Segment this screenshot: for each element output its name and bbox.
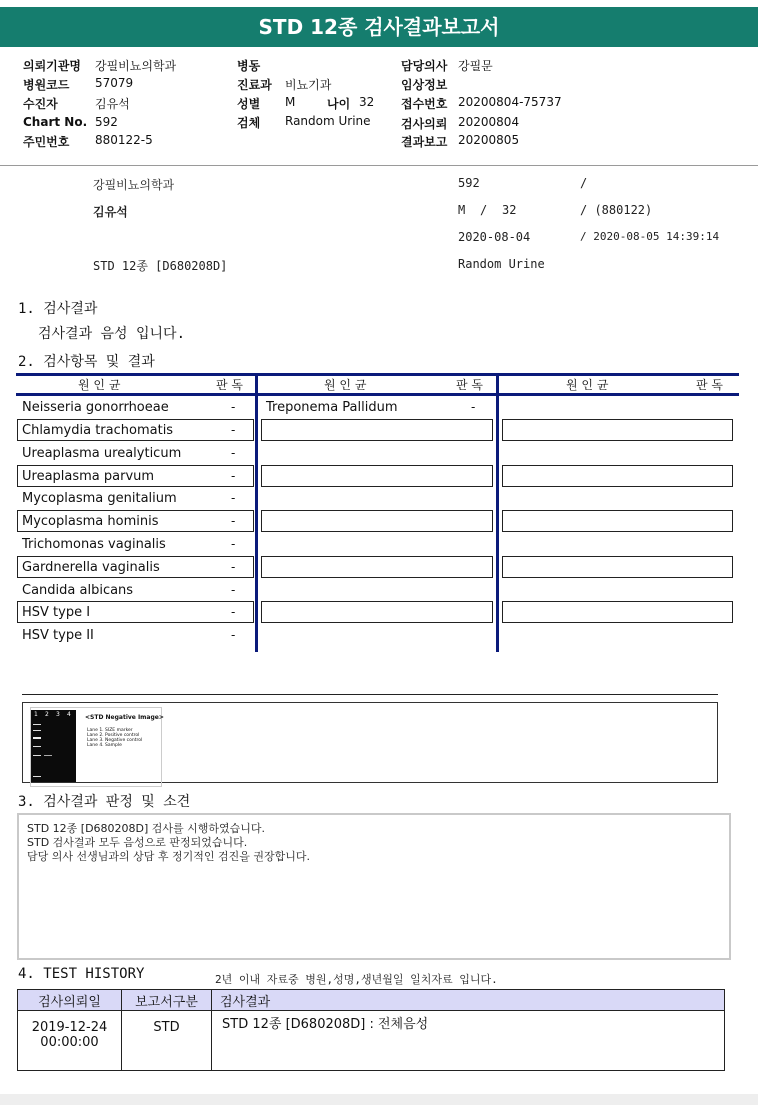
- history-header-type: 보고서구분: [122, 990, 212, 1011]
- organism-result: -: [231, 446, 236, 460]
- header-clinical: 임상정보: [401, 78, 448, 92]
- col3-header: 원 인 균: [566, 378, 609, 392]
- header-hospcode-value: 57079: [95, 76, 134, 90]
- col1-result-header: 판 독: [216, 378, 243, 392]
- organism-row: Mycoplasma genitalium: [22, 491, 177, 506]
- header-dept-value: 비뇨기과: [285, 78, 332, 92]
- col1-header: 원 인 균: [78, 378, 121, 392]
- header-rrn-value: 880122-5: [95, 133, 153, 147]
- organism-row: Chlamydia trachomatis: [22, 423, 174, 438]
- remark-line: STD 12종 [D680208D] 검사를 시행하였습니다.: [27, 822, 266, 835]
- organism-row: Ureaplasma parvum: [22, 469, 155, 484]
- header-patient: 수진자: [23, 97, 58, 111]
- header-gender-value: M: [285, 95, 296, 109]
- patient-age: 32: [502, 203, 517, 217]
- empty-row-box: [261, 419, 493, 441]
- empty-row-box: [502, 419, 733, 441]
- table-header-rule: [16, 393, 739, 396]
- organism-result: -: [231, 469, 236, 483]
- gel-legend-item: Lane 3. Negative control: [87, 738, 143, 743]
- col2-result-header: 판 독: [456, 378, 483, 392]
- header-accession: 접수번호: [401, 97, 448, 111]
- patient-birth: / (880122): [580, 203, 653, 217]
- patient-name: 김유석: [93, 205, 128, 219]
- organism-row: Gardnerella vaginalis: [22, 560, 160, 575]
- empty-row-box: [502, 601, 733, 623]
- header-request-value: 20200804: [458, 115, 520, 129]
- header-divider: [0, 165, 758, 166]
- organism-row: Candida albicans: [22, 583, 134, 598]
- section1-result-text: 검사결과 음성 입니다.: [38, 326, 186, 342]
- section2-heading: 2. 검사항목 및 결과: [18, 354, 155, 370]
- header-ward: 병동: [237, 59, 261, 73]
- gel-title: <STD Negative Image>: [85, 714, 164, 721]
- patient-hospital: 강필비뇨의학과: [93, 178, 175, 192]
- gel-electrophoresis-image: [31, 710, 76, 782]
- organism-result: -: [231, 423, 236, 437]
- history-result: STD 12종 [D680208D] : 전체음성: [212, 1011, 725, 1071]
- section4-heading: 4. TEST HISTORY: [18, 966, 145, 982]
- header-dept: 진료과: [237, 78, 272, 92]
- header-chart-value: 592: [95, 115, 118, 129]
- header-report: 결과보고: [401, 135, 448, 149]
- gel-legend-item: Lane 2. Positive control: [87, 733, 140, 738]
- section3-heading: 3. 검사결과 판정 및 소견: [18, 794, 191, 810]
- organism-result: -: [231, 514, 236, 528]
- section1-heading: 1. 검사결과: [18, 301, 98, 317]
- organism-result: -: [231, 400, 236, 414]
- header-hospital-value: 강필비뇨의학과: [95, 59, 177, 73]
- header-age-value: 32: [359, 95, 375, 109]
- header-accession-value: 20200804-75737: [458, 95, 562, 109]
- col2-header: 원 인 균: [324, 378, 367, 392]
- empty-row-box: [502, 465, 733, 487]
- patient-gender: M: [458, 203, 466, 217]
- history-header-result: 검사결과: [212, 990, 725, 1011]
- organism-row: HSV type II: [22, 628, 94, 643]
- remark-line: 담당 의사 선생님과의 상담 후 정기적인 검진을 권장합니다.: [27, 850, 310, 863]
- history-table: [17, 989, 725, 1071]
- history-note: 2년 이내 자료중 병원,성명,생년월일 일치자료 입니다.: [215, 973, 498, 986]
- lane-label: 1: [34, 711, 38, 718]
- gel-legend-item: Lane 4. Sample: [87, 743, 122, 748]
- patient-report-datetime: / 2020-08-05 14:39:14: [580, 230, 720, 243]
- header-hospcode: 병원코드: [23, 78, 70, 92]
- empty-row-box: [261, 556, 493, 578]
- header-hospital: 의뢰기관명: [23, 59, 81, 73]
- organism-row: HSV type I: [22, 605, 91, 620]
- header-patient-value: 김유석: [95, 97, 130, 111]
- organism-result: -: [231, 628, 236, 642]
- remark-line: STD 검사결과 모두 음성으로 판정되었습니다.: [27, 836, 248, 849]
- header-gender: 성별: [237, 97, 261, 111]
- history-type: STD: [122, 1011, 212, 1071]
- organism-result: -: [231, 537, 236, 551]
- lane-label: 4: [67, 711, 71, 718]
- header-rrn: 주민번호: [23, 135, 70, 149]
- table-row: [18, 1011, 725, 1071]
- organism-result: -: [231, 560, 236, 574]
- organism-row: Treponema Pallidum: [266, 400, 398, 415]
- empty-row-box: [502, 510, 733, 532]
- lane-label: 2: [45, 711, 49, 718]
- lane-label: 3: [56, 711, 60, 718]
- patient-specimen: Random Urine: [458, 257, 545, 271]
- col3-result-header: 판 독: [696, 378, 723, 392]
- report-title: STD 12종 검사결과보고서: [0, 7, 758, 47]
- table-divider-2: [496, 373, 499, 652]
- history-header-date: 검사의뢰일: [18, 990, 122, 1011]
- patient-slash: /: [580, 176, 588, 190]
- header-age: 나이: [327, 97, 351, 111]
- header-doctor-value: 강필문: [458, 59, 493, 73]
- organism-row: Neisseria gonorrhoeae: [22, 400, 169, 415]
- empty-row-box: [502, 556, 733, 578]
- history-time: 00:00:00: [40, 1035, 99, 1050]
- gel-legend-item: Lane 1. SIZE marker: [87, 728, 133, 733]
- header-doctor: 담당의사: [401, 59, 448, 73]
- table-divider-1: [255, 373, 258, 652]
- organism-row: Trichomonas vaginalis: [22, 537, 166, 552]
- organism-row: Ureaplasma urealyticum: [22, 446, 182, 461]
- empty-row-box: [261, 601, 493, 623]
- header-chart: Chart No.: [23, 115, 88, 129]
- patient-chart: 592: [458, 176, 480, 190]
- table-top-rule: [16, 373, 739, 376]
- patient-sep: /: [480, 203, 488, 217]
- patient-request-date: 2020-08-04: [458, 230, 531, 244]
- patient-test: STD 12종 [D680208D]: [93, 259, 228, 273]
- organism-result: -: [231, 583, 236, 597]
- header-report-value: 20200805: [458, 133, 520, 147]
- remarks-box: [17, 813, 731, 960]
- header-specimen: 검체: [237, 116, 261, 130]
- image-top-rule: [22, 694, 718, 695]
- gel-legend: [87, 728, 142, 748]
- organism-row: Mycoplasma hominis: [22, 514, 159, 529]
- organism-result: -: [231, 605, 236, 619]
- empty-row-box: [261, 465, 493, 487]
- history-date-cell: [18, 1011, 122, 1071]
- header-specimen-value: Random Urine: [285, 114, 371, 128]
- organism-result: -: [231, 491, 236, 505]
- header-request: 검사의뢰: [401, 117, 448, 131]
- empty-row-box: [261, 510, 493, 532]
- history-date: 2019-12-24: [31, 1020, 108, 1035]
- organism-result: -: [471, 400, 476, 414]
